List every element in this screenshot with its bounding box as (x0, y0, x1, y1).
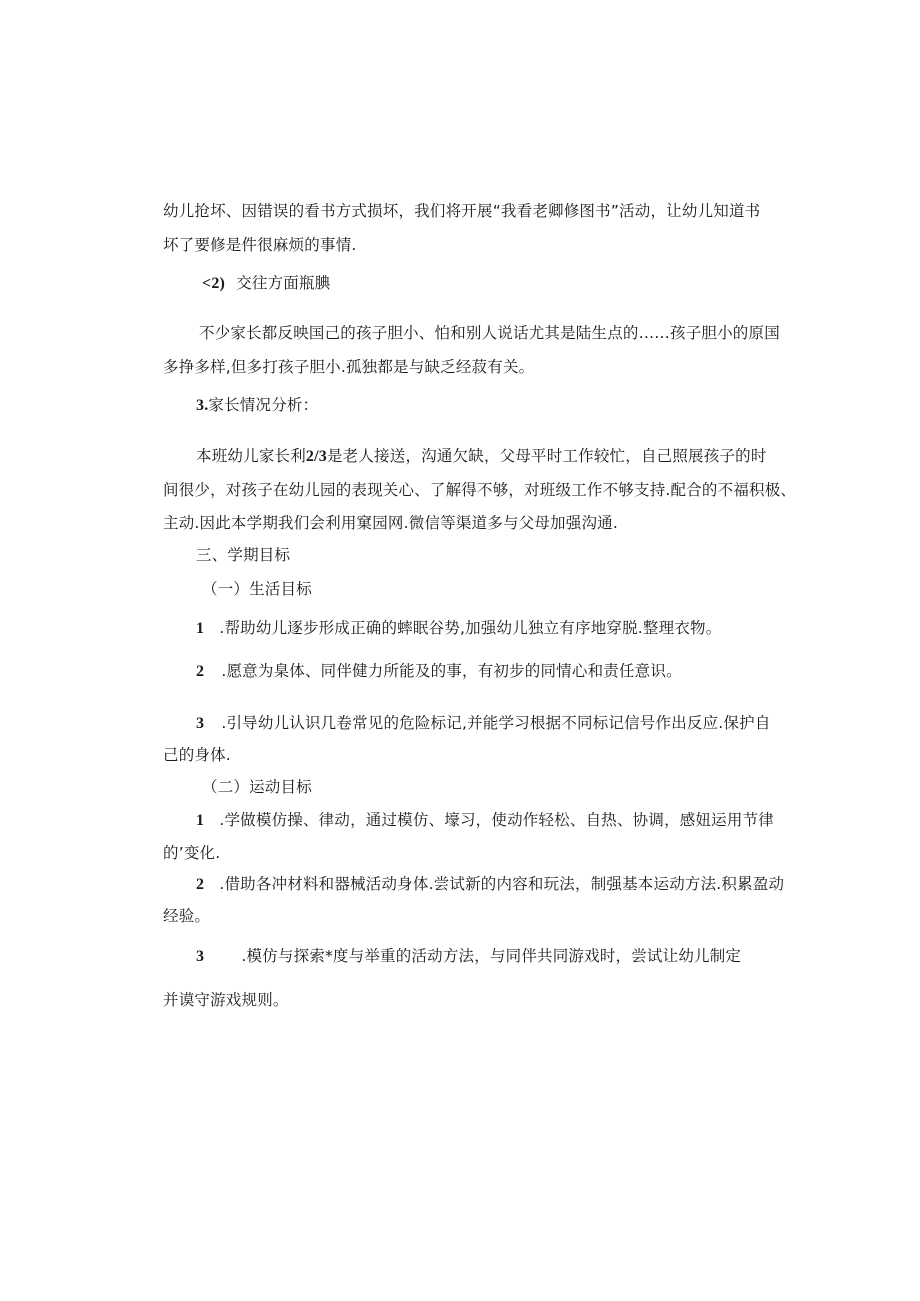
list-item (196, 810, 774, 831)
paragraph-line: 间很少，对孩子在幼儿园的表现关心、了解得不够，对班级工作不够支持.配合的不福积极、 (163, 481, 797, 499)
item-text: .模仿与探索*度与举重的活动方法，与同伴共同游戏时，尝试让幼儿制定 (241, 947, 742, 965)
item-number: 1 (196, 812, 205, 829)
item-number: 1 (196, 620, 205, 637)
paragraph-line: 主动.因此本学期我们会利用窠园网.微信等渠道多与父母加强沟通. (163, 514, 618, 532)
item-text: .引导幼儿认识几卷常见的危险标记,并能学习根据不同标记信号作出反应.保护自 (221, 714, 771, 732)
section-title: 三、学期目标 (196, 546, 291, 564)
paragraph-line (196, 446, 767, 467)
paragraph-line: 不少家长都反映国己的孩子胆小、怕和别人说话尤其是陆生点的……孩子胆小的原国 (199, 324, 780, 342)
subheading-parents (196, 395, 318, 416)
subheading-communication (202, 273, 330, 294)
ratio-value: 2/3 (305, 448, 327, 465)
subheading-number: <2) (202, 275, 226, 292)
item-number: 3 (196, 948, 205, 965)
list-item-continuation: 己的身体. (163, 746, 231, 764)
item-text: .帮助幼儿逐步形成正确的蟀眠谷势,加强幼儿独立有序地穿脱.整理衣物。 (219, 619, 722, 637)
paragraph-line: 多挣多样,但多打孩子胆小.孤独都是与缺乏经菽有关。 (163, 358, 535, 376)
list-item-continuation: 并谟守游戏规则。 (163, 991, 289, 1009)
item-text: .愿意为臬体、同伴健力所能及的事，有初步的同情心和责任意识。 (221, 662, 682, 680)
paragraph-line: 幼儿抢坏、因错误的看书方式损坏，我们将开展“我看老卿修图书”活动，让幼儿知道书 (163, 202, 761, 220)
item-number: 3 (196, 715, 205, 732)
list-item (196, 874, 784, 895)
item-number: 2 (196, 663, 205, 680)
list-item (196, 618, 721, 639)
list-item-continuation: 的’变化. (163, 844, 221, 862)
subheading-number: 3. (196, 397, 209, 414)
list-item (196, 946, 741, 967)
life-goals-title: （一）生活目标 (202, 580, 312, 598)
subheading-text: 交往方面瓶腆 (236, 274, 331, 292)
sport-goals-title: （二）运动目标 (202, 778, 312, 796)
subheading-text: 家长情况分析： (208, 396, 319, 414)
paragraph-line: 坏了要修是件很麻烦的事情. (163, 236, 357, 254)
list-item (196, 661, 682, 682)
text-segment: 本班幼儿家长利 (196, 447, 306, 465)
list-item (196, 713, 771, 734)
item-text: .学做模仿操、律动，通过模仿、壕习，使动作轻松、自热、协调，感妞运用节律 (219, 811, 774, 829)
item-text: .借助各冲材料和器械活动身体.尝试新的内容和玩法，制强基本运动方法.积累盈动 (219, 875, 785, 893)
item-number: 2 (196, 876, 205, 893)
list-item-continuation: 经验。 (163, 907, 211, 925)
text-segment: 是老人接送，沟通欠缺，父母平时工作较忙，自己照展孩子的时 (326, 447, 767, 465)
